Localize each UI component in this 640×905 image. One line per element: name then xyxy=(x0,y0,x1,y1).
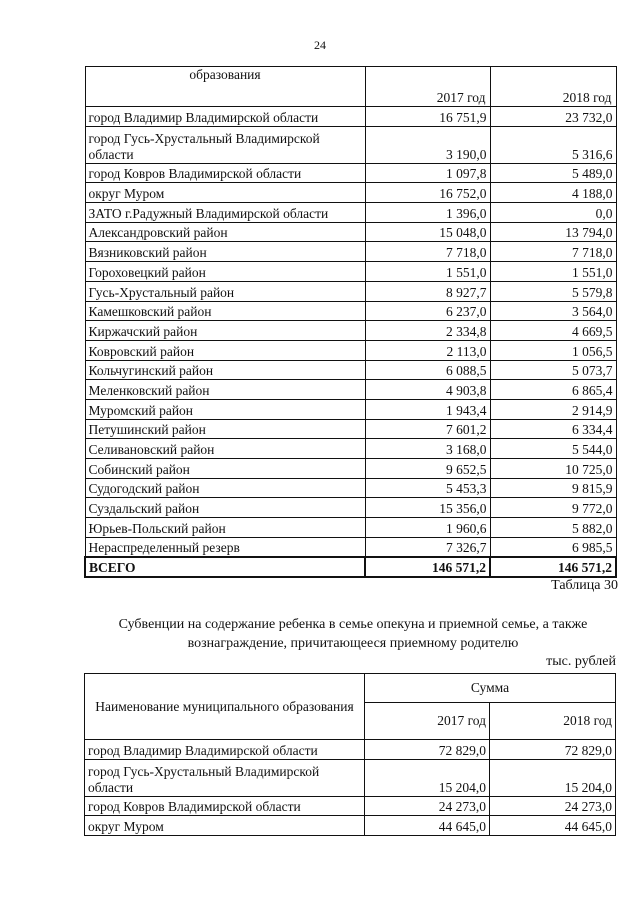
row-value-2018: 15 204,0 xyxy=(490,759,616,796)
row-name: город Ковров Владимирской области xyxy=(85,163,365,183)
row-value-2017: 1 943,4 xyxy=(365,399,490,419)
row-name: Александровский район xyxy=(85,222,365,242)
header-2017: 2017 год xyxy=(365,67,490,107)
row-name: Ковровский район xyxy=(85,340,365,360)
row-value-2017: 9 652,5 xyxy=(365,459,490,479)
row-value-2017: 1 551,0 xyxy=(365,262,490,282)
table-row xyxy=(85,222,616,242)
row-value-2017: 16 751,9 xyxy=(365,107,490,127)
row-value-2018: 23 732,0 xyxy=(490,107,616,127)
table-row xyxy=(85,399,616,419)
table-row xyxy=(85,498,616,518)
table-row xyxy=(85,796,616,816)
table-row xyxy=(85,816,616,836)
units-label: тыс. рублей xyxy=(546,654,616,669)
row-value-2018: 6 985,5 xyxy=(490,537,616,557)
row-value-2017: 5 453,3 xyxy=(365,478,490,498)
row-value-2017: 15 048,0 xyxy=(365,222,490,242)
total-label: ВСЕГО xyxy=(85,557,365,577)
row-value-2017: 72 829,0 xyxy=(365,740,490,760)
header-sum: Сумма xyxy=(365,674,616,703)
row-value-2018: 6 865,4 xyxy=(490,380,616,400)
row-value-2018: 5 316,6 xyxy=(490,126,616,163)
row-value-2018: 9 772,0 xyxy=(490,498,616,518)
table-row xyxy=(85,340,616,360)
table-row xyxy=(85,759,616,796)
total-value-2017: 146 571,2 xyxy=(365,557,490,577)
row-value-2017: 6 088,5 xyxy=(365,360,490,380)
row-name: город Гусь-Хрустальный Владимирской области xyxy=(85,759,365,796)
row-value-2017: 2 113,0 xyxy=(365,340,490,360)
table-row xyxy=(85,301,616,321)
row-value-2018: 0,0 xyxy=(490,203,616,223)
header-name: Наименование муниципального образования xyxy=(85,674,365,740)
row-name: округ Муром xyxy=(85,183,365,203)
row-name: Суздальский район xyxy=(85,498,365,518)
row-name: Кольчугинский район xyxy=(85,360,365,380)
table-row xyxy=(85,380,616,400)
table-row xyxy=(85,518,616,538)
row-value-2018: 4 188,0 xyxy=(490,183,616,203)
row-value-2017: 1 097,8 xyxy=(365,163,490,183)
row-name: Селивановский район xyxy=(85,439,365,459)
row-value-2017: 15 356,0 xyxy=(365,498,490,518)
row-name: Вязниковский район xyxy=(85,242,365,262)
row-name: Петушинский район xyxy=(85,419,365,439)
row-value-2017: 2 334,8 xyxy=(365,321,490,341)
row-value-2017: 15 204,0 xyxy=(365,759,490,796)
row-value-2018: 10 725,0 xyxy=(490,459,616,479)
row-value-2018: 7 718,0 xyxy=(490,242,616,262)
row-value-2017: 6 237,0 xyxy=(365,301,490,321)
row-value-2017: 16 752,0 xyxy=(365,183,490,203)
row-name: Меленковский район xyxy=(85,380,365,400)
row-value-2018: 5 544,0 xyxy=(490,439,616,459)
row-name: город Гусь-Хрустальный Владимирской области xyxy=(85,126,365,163)
total-value-2018: 146 571,2 xyxy=(490,557,616,577)
row-value-2017: 7 326,7 xyxy=(365,537,490,557)
table-row xyxy=(85,242,616,262)
row-value-2018: 1 056,5 xyxy=(490,340,616,360)
row-value-2017: 24 273,0 xyxy=(365,796,490,816)
row-value-2018: 5 073,7 xyxy=(490,360,616,380)
row-value-2018: 2 914,9 xyxy=(490,399,616,419)
row-name: Судогодский район xyxy=(85,478,365,498)
row-value-2018: 24 273,0 xyxy=(490,796,616,816)
table-row xyxy=(85,360,616,380)
header-2018: 2018 год xyxy=(490,67,616,107)
table-row xyxy=(85,459,616,479)
total-row xyxy=(85,557,616,577)
table-row xyxy=(85,321,616,341)
table-row xyxy=(85,262,616,282)
table-title: Субвенции на содержание ребенка в семье опекуна и приемной семье, а также вознаграждение, причитающееся приемному родителю xyxy=(118,617,588,651)
table-header xyxy=(85,67,616,107)
row-name: округ Муром xyxy=(85,816,365,836)
row-name: город Ковров Владимирской области xyxy=(85,796,365,816)
row-value-2017: 1 396,0 xyxy=(365,203,490,223)
table-row xyxy=(85,478,616,498)
row-name: Собинский район xyxy=(85,459,365,479)
row-value-2018: 4 669,5 xyxy=(490,321,616,341)
row-value-2018: 3 564,0 xyxy=(490,301,616,321)
table-row xyxy=(85,183,616,203)
table-row xyxy=(85,740,616,760)
page-number: 24 xyxy=(314,38,326,52)
header-2018: 2018 год xyxy=(490,703,616,740)
table-row xyxy=(85,537,616,557)
subsidy-table-29 xyxy=(84,66,617,578)
row-name: Юрьев-Польский район xyxy=(85,518,365,538)
row-value-2017: 44 645,0 xyxy=(365,816,490,836)
header-2017: 2017 год xyxy=(365,703,490,740)
row-name: город Владимир Владимирской области xyxy=(85,740,365,760)
row-name: город Владимир Владимирской области xyxy=(85,107,365,127)
row-name: Нераспределенный резерв xyxy=(85,537,365,557)
row-value-2017: 7 718,0 xyxy=(365,242,490,262)
row-value-2017: 1 960,6 xyxy=(365,518,490,538)
table-caption: Таблица 30 xyxy=(551,578,618,593)
row-value-2018: 13 794,0 xyxy=(490,222,616,242)
row-name: Гороховецкий район xyxy=(85,262,365,282)
row-value-2018: 1 551,0 xyxy=(490,262,616,282)
table-row xyxy=(85,107,616,127)
row-value-2017: 7 601,2 xyxy=(365,419,490,439)
row-name: Камешковский район xyxy=(85,301,365,321)
row-value-2017: 8 927,7 xyxy=(365,281,490,301)
table-row xyxy=(85,163,616,183)
header-name: образования xyxy=(85,67,365,107)
table-row xyxy=(85,439,616,459)
row-value-2018: 5 882,0 xyxy=(490,518,616,538)
row-value-2017: 3 168,0 xyxy=(365,439,490,459)
row-name: ЗАТО г.Радужный Владимирской области xyxy=(85,203,365,223)
row-value-2018: 6 334,4 xyxy=(490,419,616,439)
row-name: Гусь-Хрустальный район xyxy=(85,281,365,301)
row-name: Муромский район xyxy=(85,399,365,419)
row-value-2017: 3 190,0 xyxy=(365,126,490,163)
table-row xyxy=(85,419,616,439)
row-value-2018: 44 645,0 xyxy=(490,816,616,836)
row-value-2018: 9 815,9 xyxy=(490,478,616,498)
row-name: Киржачский район xyxy=(85,321,365,341)
row-value-2018: 5 489,0 xyxy=(490,163,616,183)
row-value-2018: 72 829,0 xyxy=(490,740,616,760)
subsidy-table-30 xyxy=(84,673,616,836)
table-row xyxy=(85,203,616,223)
row-value-2018: 5 579,8 xyxy=(490,281,616,301)
table-row xyxy=(85,126,616,163)
table-row xyxy=(85,281,616,301)
row-value-2017: 4 903,8 xyxy=(365,380,490,400)
